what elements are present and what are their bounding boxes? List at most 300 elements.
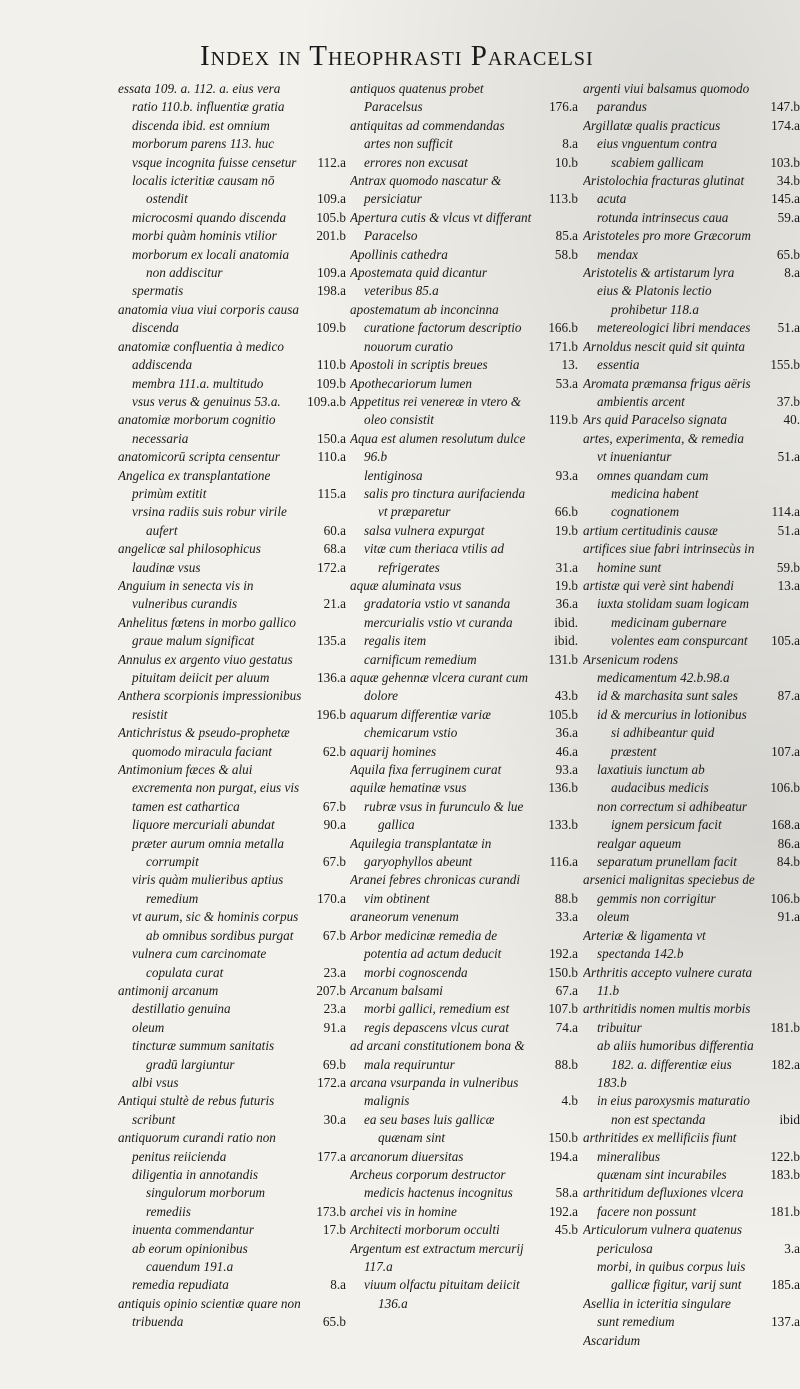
index-entry <box>350 614 578 632</box>
entry-page-ref: 137.a <box>771 1314 800 1330</box>
index-entry <box>118 1019 346 1037</box>
entry-page-ref: 136.a <box>317 670 346 685</box>
index-entry <box>350 1276 578 1313</box>
entry-text: Arsenicum rodens medicamentum 42.b.98.a <box>583 651 730 685</box>
entry-page-ref: 68.a <box>323 541 346 557</box>
entry-text: Aristotelis & artistarum lyra <box>583 265 735 281</box>
entry-text: mercurialis vstio vt curanda <box>364 614 513 630</box>
index-entry <box>350 356 578 374</box>
index-entry <box>583 1221 800 1258</box>
index-entry <box>583 651 800 688</box>
entry-text: Archeus corporum destructor medicis hactenus incognitus <box>350 1166 513 1201</box>
entry-text: rubræ vsus in furunculo & lue gallica <box>364 798 524 833</box>
entry-text: morbi, in quibus corpus luis gallicæ figitur, varij sunt <box>597 1259 746 1293</box>
index-entry <box>350 798 578 835</box>
index-entry <box>350 927 578 964</box>
entry-text: carnificum remedium <box>364 651 477 667</box>
index-entry <box>118 982 346 1000</box>
entry-text: Anguium in senecta vis in vulneribus curandis <box>118 577 254 612</box>
entry-text: chemicarum vstio <box>364 725 458 741</box>
index-entry <box>118 540 346 558</box>
entry-text: artium certitudinis causæ <box>583 522 718 538</box>
entry-page-ref: 84.b <box>776 854 800 870</box>
entry-text: antiquos quatenus probet Paracelsus <box>350 81 484 115</box>
index-entry <box>118 687 346 724</box>
entry-page-ref: 51.a <box>777 320 800 336</box>
entry-page-ref: 19.b <box>554 522 578 538</box>
entry-page-ref: 87.a <box>777 688 800 704</box>
index-entry <box>583 1129 800 1166</box>
entry-page-ref: 150.b <box>548 1130 578 1146</box>
index-entry <box>583 209 800 227</box>
entry-text: metereologici libri mendaces <box>597 320 751 336</box>
entry-page-ref: 65.b <box>322 1314 346 1330</box>
index-entry <box>118 1295 346 1332</box>
entry-text: realgar aqueum <box>597 835 682 851</box>
entry-page-ref: 177.a <box>317 1148 346 1164</box>
index-entry <box>583 853 800 871</box>
entry-page-ref: 51.a <box>777 449 800 465</box>
entry-text: oleum <box>132 1019 165 1035</box>
entry-text: morborum ex locali anatomia non addiscitur <box>132 246 290 281</box>
entry-text: anatomia viua viui corporis causa discenda <box>118 301 299 336</box>
entry-text: Argentum est extractum mercurij 117.a <box>350 1240 524 1274</box>
entry-text: Antichristus & pseudo-prophetæ quomodo miracula faciant <box>118 725 290 759</box>
entry-page-ref: 172.a <box>317 559 346 575</box>
entry-text: artistæ qui verè sint habendi <box>583 577 734 593</box>
entry-page-ref: 21.a <box>323 596 346 612</box>
index-entry <box>118 577 346 614</box>
entry-page-ref: 112.a <box>317 154 346 170</box>
index-entry <box>350 393 578 430</box>
index-entry <box>583 1166 800 1184</box>
entry-page-ref: 109.b <box>316 375 346 391</box>
entry-page-ref: 93.a <box>555 467 578 483</box>
entry-page-ref: 122.b <box>770 1148 800 1164</box>
index-entry <box>583 264 800 282</box>
index-entry <box>350 595 578 613</box>
entry-page-ref: 17.b <box>322 1222 346 1238</box>
index-entry <box>118 1240 346 1277</box>
entry-text: liquore mercuriali abundat <box>132 817 275 833</box>
entry-text: iuxta stolidam suam logicam medicinam gubernare volentes eam conspurcant <box>597 596 750 649</box>
index-entry <box>350 1240 578 1277</box>
entry-text: morbi cognoscenda <box>364 964 468 980</box>
entry-text: arsenici malignitas speciebus de gemmis non corrigitur <box>583 872 755 906</box>
entry-page-ref: 145.a <box>771 191 800 207</box>
entry-page-ref: 115.a <box>317 485 346 501</box>
entry-page-ref: 45.b <box>554 1222 578 1238</box>
entry-text: Antiqui stultè de rebus futuris scribunt <box>118 1093 275 1127</box>
entry-page-ref: 150.a <box>317 430 346 446</box>
entry-text: viuum olfactu pituitam deiicit 136.a <box>364 1277 520 1311</box>
index-entry <box>350 724 578 742</box>
index-entry <box>118 282 346 300</box>
index-entry <box>583 338 800 375</box>
index-entry <box>118 80 346 172</box>
index-entry <box>118 338 346 375</box>
index-entry <box>118 448 346 466</box>
entry-text: Apothecariorum lumen <box>350 375 472 391</box>
entry-page-ref: 168.a <box>771 817 800 833</box>
entry-page-ref: 53.a <box>555 375 578 391</box>
entry-text: aquæ gehennæ vlcera curant cum dolore <box>350 670 528 704</box>
entry-text: Antrax quomodo nascatur & persiciatur <box>350 173 502 207</box>
entry-page-ref: 176.a <box>549 99 578 115</box>
index-entry <box>350 209 578 246</box>
entry-text: destillatio genuina <box>132 1001 231 1017</box>
entry-text: arthritides ex mellificiis fiunt mineralibus <box>583 1130 737 1164</box>
entry-text: gradatoria vstio vt sananda <box>364 596 511 612</box>
entry-page-ref: 85.a <box>555 228 578 244</box>
entry-text: Apostoli in scriptis breues <box>350 357 488 373</box>
index-entry <box>583 835 800 853</box>
entry-page-ref: 183.b <box>770 1166 800 1182</box>
index-entry <box>118 227 346 245</box>
entry-page-ref: 19.b <box>554 577 578 593</box>
index-entry <box>350 430 578 467</box>
entry-text: acuta <box>597 191 627 207</box>
index-entry <box>350 577 578 595</box>
index-entry <box>583 1258 800 1295</box>
entry-text: vrsina radiis suis robur virile aufert <box>132 504 287 538</box>
index-entry <box>583 467 800 522</box>
entry-text: Appetitus rei venereæ in vtero & oleo consistit <box>350 393 522 428</box>
index-entry <box>583 540 800 577</box>
entry-page-ref: 106.b <box>770 780 800 796</box>
entry-page-ref: 43.b <box>554 688 578 704</box>
entry-text: laudinæ vsus <box>132 559 201 575</box>
entry-text: Anhelitus fœtens in morbo gallico graue malum significat <box>118 614 297 649</box>
entry-page-ref: 23.a <box>323 964 346 980</box>
entry-page-ref: 109.a <box>317 265 346 281</box>
entry-page-ref: 93.a <box>555 762 578 778</box>
entry-text: ad arcani constitutionem bona & mala requiruntur <box>350 1038 525 1072</box>
entry-text: vt aurum, sic & hominis corpus ab omnibus sordibus purgat <box>132 909 299 943</box>
entry-page-ref: 170.a <box>317 890 346 906</box>
index-entry <box>583 577 800 595</box>
index-entry <box>350 338 578 356</box>
entry-text: antiquis opinio scientiæ quare non tribuenda <box>118 1295 301 1330</box>
entry-text: Arthritis accepto vulnere curata 11.b <box>583 964 753 998</box>
entry-text: in eius paroxysmis maturatio non est spectanda <box>597 1093 750 1127</box>
index-entry <box>583 595 800 650</box>
entry-page-ref: 109.a <box>317 191 346 207</box>
entry-page-ref: 30.a <box>323 1111 346 1127</box>
index-entry <box>350 540 578 577</box>
index-entry <box>118 301 346 338</box>
entry-page-ref: 150.b <box>548 964 578 980</box>
entry-text: Aromata præmansa frigus aëris ambientis arcent <box>583 375 751 409</box>
index-entry <box>118 559 346 577</box>
entry-text: Angelica ex transplantatione primùm extitit <box>118 467 271 501</box>
entry-page-ref: 194.a <box>549 1148 578 1164</box>
index-entry <box>350 779 578 797</box>
entry-page-ref: 31.a <box>555 559 578 575</box>
entry-text: Aristoteles pro more Græcorum mendax <box>583 228 751 262</box>
index-entry <box>350 632 578 650</box>
index-entry <box>583 1332 800 1350</box>
entry-page-ref: 13.a <box>777 577 800 593</box>
index-entry <box>350 761 578 779</box>
index-entry <box>583 135 800 172</box>
index-entry <box>583 522 800 540</box>
entry-text: Asellia in icteritia singulare sunt remedium <box>583 1295 731 1330</box>
index-entry <box>583 761 800 798</box>
index-entry <box>583 927 800 964</box>
entry-text: salis pro tinctura aurifacienda vt præparetur <box>364 485 526 520</box>
entry-page-ref: 86.a <box>777 835 800 851</box>
entry-text: omnes quandam cum medicina habent cognationem <box>597 467 709 520</box>
entry-page-ref: 8.a <box>562 136 578 152</box>
entry-text: argenti viui balsamus quomodo parandus <box>583 81 750 115</box>
index-entry <box>350 1203 578 1221</box>
entry-page-ref: 109.b <box>316 320 346 336</box>
entry-text: Apertura cutis & vlcus vt differant Paracelso <box>350 209 532 244</box>
index-entry <box>583 1000 800 1037</box>
entry-text: membra 111.a. multitudo <box>132 375 264 391</box>
index-entry <box>118 411 346 448</box>
index-entry <box>350 154 578 172</box>
entry-page-ref: 173.b <box>316 1203 346 1219</box>
entry-text: aquarum differentiæ variæ <box>350 706 491 722</box>
entry-page-ref: 13. <box>561 357 578 373</box>
entry-page-ref: 62.b <box>322 743 346 759</box>
entry-text: arthritidis nomen multis morbis tribuitur <box>583 1001 751 1035</box>
entry-page-ref: 135.a <box>317 633 346 649</box>
entry-text: antimonij arcanum <box>118 982 219 998</box>
index-entry <box>350 964 578 982</box>
index-entry <box>583 1184 800 1221</box>
entry-text: anatomiæ morborum cognitio necessaria <box>118 412 276 446</box>
entry-text: Annulus ex argento viuo gestatus pituitam deiicit per aluum <box>118 651 293 685</box>
index-entry <box>583 117 800 135</box>
index-entry <box>118 651 346 688</box>
entry-page-ref: 67.a <box>555 982 578 998</box>
entry-text: arcana vsurpanda in vulneribus malignis <box>350 1074 519 1109</box>
entry-text: Aristolochia fracturas glutinat <box>583 173 745 189</box>
index-entry <box>350 1148 578 1166</box>
index-entry <box>583 80 800 117</box>
entry-page-ref: 198.a <box>317 283 346 299</box>
index-entry <box>350 743 578 761</box>
entry-page-ref: 114.a <box>771 504 800 520</box>
index-entry <box>350 706 578 724</box>
index-entry <box>350 871 578 908</box>
entry-text: aquilæ hematinæ vsus <box>350 780 467 796</box>
index-entry <box>583 871 800 908</box>
index-entry <box>350 80 578 117</box>
entry-text: diligentia in annotandis singulorum morborum remediis <box>132 1166 266 1219</box>
entry-text: aquarij homines <box>350 743 437 759</box>
entry-page-ref: 46.a <box>555 743 578 759</box>
entry-text: Apollinis cathedra <box>350 246 448 262</box>
entry-page-ref: 166.b <box>548 320 578 336</box>
index-entry <box>350 1000 578 1018</box>
entry-text: Aranei febres chronicas curandi vim obtinent <box>350 872 521 906</box>
entry-page-ref: 37.b <box>776 393 800 409</box>
entry-text: aquæ aluminata vsus <box>350 577 462 593</box>
entry-text: inuenta commendantur <box>132 1222 254 1238</box>
index-column-3 <box>583 80 800 1380</box>
entry-text: albi vsus <box>132 1074 179 1090</box>
index-entry <box>118 1221 346 1239</box>
entry-page-ref: 103.b <box>770 154 800 170</box>
entry-text: non correctum si adhibeatur ignem persicum facit <box>597 798 748 833</box>
entry-page-ref: 110.a <box>317 449 346 465</box>
entry-page-ref: 88.b <box>554 1056 578 1072</box>
entry-page-ref: 4.b <box>561 1093 578 1109</box>
entry-text: Anthera scorpionis impressionibus resistit <box>118 688 302 722</box>
entry-text: Arbor medicinæ remedia de potentia ad actum deducit <box>350 927 502 962</box>
entry-text: Articulorum vulnera quatenus periculosa <box>583 1222 742 1256</box>
entry-page-ref: 105.b <box>548 706 578 722</box>
index-entry <box>118 835 346 872</box>
entry-page-ref: 8.a <box>784 265 800 281</box>
entry-page-ref: 59.a <box>777 209 800 225</box>
entry-page-ref: 192.a <box>549 1203 578 1219</box>
entry-text: regis depascens vlcus curat <box>364 1019 509 1035</box>
index-entry <box>350 375 578 393</box>
index-entry <box>118 503 346 540</box>
index-entry <box>583 706 800 761</box>
entry-page-ref: 185.a <box>771 1277 800 1293</box>
entry-page-ref: 110.b <box>316 357 346 373</box>
index-entry <box>350 1166 578 1203</box>
index-entry <box>350 835 578 872</box>
entry-text: anatomiæ confluentia à medico addiscenda <box>118 338 284 373</box>
entry-page-ref: 147.b <box>770 99 800 115</box>
index-entry <box>118 871 346 908</box>
index-entry <box>583 190 800 208</box>
index-entry <box>118 614 346 651</box>
entry-text: artifices siue fabri intrinsecùs in homine sunt <box>583 541 755 575</box>
entry-page-ref: 196.b <box>316 706 346 722</box>
entry-text: araneorum venenum <box>350 909 459 925</box>
entry-text: Aquilegia transplantatæ in garyophyllos abeunt <box>350 835 492 870</box>
index-entry <box>350 1074 578 1111</box>
entry-page-ref: 105.b <box>316 209 346 225</box>
index-column-1 <box>118 80 346 1380</box>
index-entry <box>350 246 578 264</box>
entry-text: vitæ cum theriaca vtilis ad refrigerates <box>364 541 504 575</box>
index-entry <box>118 172 346 209</box>
index-entry <box>350 1019 578 1037</box>
index-entry <box>118 761 346 816</box>
index-entry <box>583 319 800 337</box>
entry-page-ref: 207.b <box>316 982 346 998</box>
index-entry <box>583 908 800 926</box>
entry-text: anatomicorū scripta censentur <box>118 449 280 465</box>
entry-text: id & marchasita sunt sales <box>597 688 738 704</box>
index-entry <box>118 209 346 227</box>
index-entry <box>118 393 346 411</box>
entry-page-ref: 60.a <box>323 522 346 538</box>
index-entry <box>118 1276 346 1294</box>
entry-page-ref: 109.a.b <box>307 393 346 409</box>
index-entry <box>350 908 578 926</box>
entry-text: arcanorum diuersitas <box>350 1148 464 1164</box>
entry-page-ref: 181.b <box>770 1019 800 1035</box>
index-entry <box>583 411 800 429</box>
index-entry <box>350 467 578 485</box>
index-entry <box>350 669 578 706</box>
entry-text: viris quàm mulieribus aptius remedium <box>132 872 284 906</box>
index-entry <box>583 798 800 835</box>
entry-text: archei vis in homine <box>350 1203 457 1219</box>
index-entry <box>583 964 800 1001</box>
entry-text: Argillatæ qualis practicus <box>583 117 721 133</box>
entry-text: Ascaridum <box>583 1332 641 1348</box>
index-entry <box>118 1129 346 1166</box>
entry-page-ref: 8.a <box>330 1277 346 1293</box>
entry-text: Ars quid Paracelso signata <box>583 412 727 428</box>
index-entry <box>350 651 578 669</box>
entry-page-ref: 90.a <box>323 817 346 833</box>
entry-text: Apostemata quid dicantur veteribus 85.a <box>350 265 487 299</box>
entry-page-ref: 69.b <box>322 1056 346 1072</box>
index-entry <box>583 1092 800 1129</box>
entry-text: lentiginosa <box>364 467 423 483</box>
entry-page-ref: ibid <box>779 1111 800 1127</box>
entry-text: apostematum ab inconcinna curatione factorum descriptio <box>350 301 522 336</box>
index-entry <box>118 246 346 283</box>
entry-text: separatum prunellam facit <box>597 854 737 870</box>
entry-text: rotunda intrinsecus caua <box>597 209 729 225</box>
index-entry <box>350 522 578 540</box>
index-entry <box>350 1111 578 1148</box>
index-entry <box>583 282 800 319</box>
entry-page-ref: 58.b <box>554 246 578 262</box>
entry-page-ref: 67.b <box>322 854 346 870</box>
entry-page-ref: 34.b <box>776 173 800 189</box>
entry-text: Arcanum balsami <box>350 982 443 998</box>
entry-text: microcosmi quando discenda <box>132 209 287 225</box>
entry-page-ref: 58.a <box>555 1185 578 1201</box>
index-entry <box>350 172 578 209</box>
entry-text: oleum <box>597 909 630 925</box>
index-entry <box>350 117 578 154</box>
entry-text: laxatiuis iunctum ab audacibus medicis <box>597 762 709 796</box>
entry-text: præter aurum omnia metalla corrumpit <box>132 835 285 870</box>
entry-text: Antimonium fæces & alui excrementa non purgat, eius vis tamen est cathartica <box>118 762 300 814</box>
index-entry <box>118 1074 346 1092</box>
entry-page-ref: ibid. <box>554 614 578 630</box>
entry-text: morbi gallici, remedium est <box>364 1001 510 1017</box>
index-entry <box>583 1295 800 1332</box>
index-entry <box>350 264 578 301</box>
index-entry <box>583 172 800 190</box>
index-entry <box>350 485 578 522</box>
index-entry <box>118 908 346 945</box>
index-entry <box>350 1221 578 1239</box>
entry-page-ref: 105.a <box>771 633 800 649</box>
index-entry <box>118 945 346 982</box>
page-header: Index in Theophrasti Paracelsi <box>200 40 594 72</box>
entry-page-ref: 74.a <box>555 1019 578 1035</box>
entry-page-ref: 23.a <box>323 1001 346 1017</box>
entry-page-ref: 174.a <box>771 117 800 133</box>
index-entry <box>118 1166 346 1221</box>
entry-text: Aqua est alumen resolutum dulce 96.b <box>350 430 526 465</box>
entry-text: quænam sint incurabiles <box>597 1166 727 1182</box>
entry-text: vulnera cum carcinomate copulata curat <box>132 946 267 980</box>
entry-text: morbi quàm hominis vtilior <box>132 228 277 244</box>
index-entry <box>583 687 800 705</box>
entry-text: salsa vulnera expurgat <box>364 522 485 538</box>
entry-page-ref: 33.a <box>555 909 578 925</box>
entry-page-ref: 116.a <box>549 854 578 870</box>
